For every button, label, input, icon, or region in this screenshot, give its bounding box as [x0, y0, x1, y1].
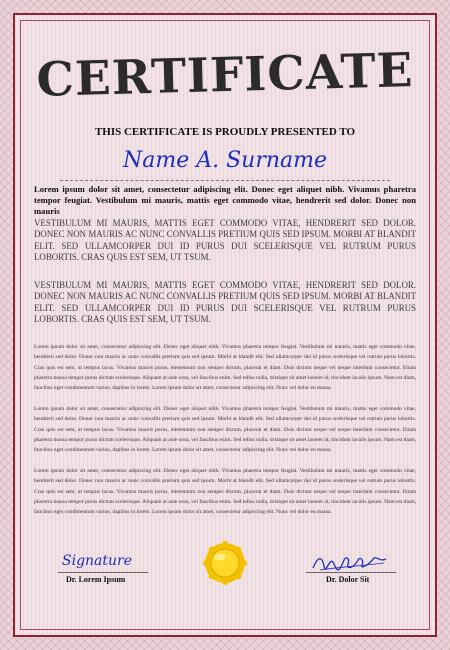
- body-paragraph-2: VESTIBULUM MI MAURIS, MATTIS EGET COMMODO VITAE, HENDRERIT SED DOLOR. DONEC NON MAURIS AC NUNC CONVALLIS PRETIUM QUIS SED IPSUM. MORBI AT BLANDIT ELIT. SED ULLAMCORPER DUI ID PURUS DUI SCELERISQUE VEL RUTRUM PURUS LOBORTIS. CRAS QUIS EST SEM, UT TSUM.: [34, 280, 416, 324]
- fine-print-paragraph-1: Lorem ipsum dolor sit amet, consectetur adipiscing elit. Donec eget aliquet nibh. Vivamus pharetra tempor feugiat. Vestibulum mi mauris, mattis eget commodo vitae, hendrerit sed dolor. Donec non mauris ac nunc convallis pretium quis sed ipsum. Morbi at blandit elit. Sed ullamcorper dui id purus scelerisque vel rutrum purus lobortis. Cras quis est sem, ut tempus lacus. Vivamus mauris purus, elementum non semper dictum, placerat et diam. Duis dictum neque vel neque interdum consectetur. Etiam pharetra massa tempor purus dictum scelerisque. Aliquam at ante urna, vel faucibus enim. Sed tellus nulla, tristique sit amet laoreet id, tincidunt iaculis ipsum. Nam est diam, faucibus eget condimentum varius, dapibus in lorem. Lorem ipsum dolor sit amet, consectetur adipiscing elit. Nunc vel dolor eu massa.: [34, 344, 417, 392]
- certificate-subtitle: THIS CERTIFICATE IS PROUDLY PRESENTED TO: [94, 126, 356, 138]
- right-handwritten-signature: [310, 550, 390, 574]
- right-signature-line: [306, 572, 396, 573]
- fine-print-paragraph-3: Lorem ipsum dolor sit amet, consectetur adipiscing elit. Donec eget aliquet nibh. Vivamus pharetra tempor feugiat. Vestibulum mi mauris, mattis eget commodo vitae, hendrerit sed dolor. Donec non mauris ac nunc convallis pretium quis sed ipsum. Morbi at blandit elit. Sed ullamcorper dui id purus scelerisque vel rutrum purus lobortis. Cras quis est sem, ut tempus lacus. Vivamus mauris purus, elementum non semper dictum, placerat et diam. Duis dictum neque vel neque interdum consectetur. Etiam pharetra massa tempor purus dictum scelerisque. Aliquam at ante urna, vel faucibus enim. Sed tellus nulla, tristique sit amet laoreet id, tincidunt iaculis ipsum. Nam est diam, faucibus eget condimentum varius, dapibus in lorem. Lorem ipsum dolor sit amet, consectetur adipiscing elit. Nunc vel dolor eu massa.: [34, 468, 417, 516]
- recipient-name: Name A. Surname: [122, 148, 328, 173]
- right-signatory-name: Dr. Dolor Sit: [326, 575, 370, 584]
- left-signature-script: Signature: [62, 553, 133, 569]
- lead-paragraph: Lorem ipsum dolor sit amet, consectetur adipiscing elit. Donec eget aliquet nibh. Vivamus pharetra tempor feugiat. Vestibulum mi mauris, mattis eget commodo vitae, hendrerit sed dolor. Donec non mauris: [34, 184, 416, 216]
- fine-print-paragraph-2: Lorem ipsum dolor sit amet, consectetur adipiscing elit. Donec eget aliquet nibh. Vivamus pharetra tempor feugiat. Vestibulum mi mauris, mattis eget commodo vitae, hendrerit sed dolor. Donec non mauris ac nunc convallis pretium quis sed ipsum. Morbi at blandit elit. Sed ullamcorper dui id purus scelerisque vel rutrum purus lobortis. Cras quis est sem, ut tempus lacus. Vivamus mauris purus, elementum non semper dictum, placerat et diam. Duis dictum neque vel neque interdum consectetur. Etiam pharetra massa tempor purus dictum scelerisque. Aliquam at ante urna, vel faucibus enim. Sed tellus nulla, tristique sit amet laoreet id, tincidunt iaculis ipsum. Nam est diam, faucibus eget condimentum varius, dapibus in lorem. Lorem ipsum dolor sit amet, consectetur adipiscing elit. Nunc vel dolor eu massa.: [34, 406, 417, 454]
- recipient-underline: [60, 180, 390, 181]
- gold-seal-icon: [202, 540, 248, 586]
- certificate-title: CERTIFICATE: [35, 43, 415, 108]
- left-signatory-name: Dr. Lorem Ipsum: [66, 575, 126, 584]
- body-paragraph-1: VESTIBULUM MI MAURIS, MATTIS EGET COMMODO VITAE, HENDRERIT SED DOLOR. DONEC NON MAURIS AC NUNC CONVALLIS PRETIUM QUIS SED IPSUM. MORBI AT BLANDIT ELIT. SED ULLAMCORPER DUI ID PURUS DUI SCELERISQUE VEL RUTRUM PURUS LOBORTIS. CRAS QUIS EST SEM, UT TSUM.: [34, 218, 416, 262]
- left-signature-line: [58, 572, 148, 573]
